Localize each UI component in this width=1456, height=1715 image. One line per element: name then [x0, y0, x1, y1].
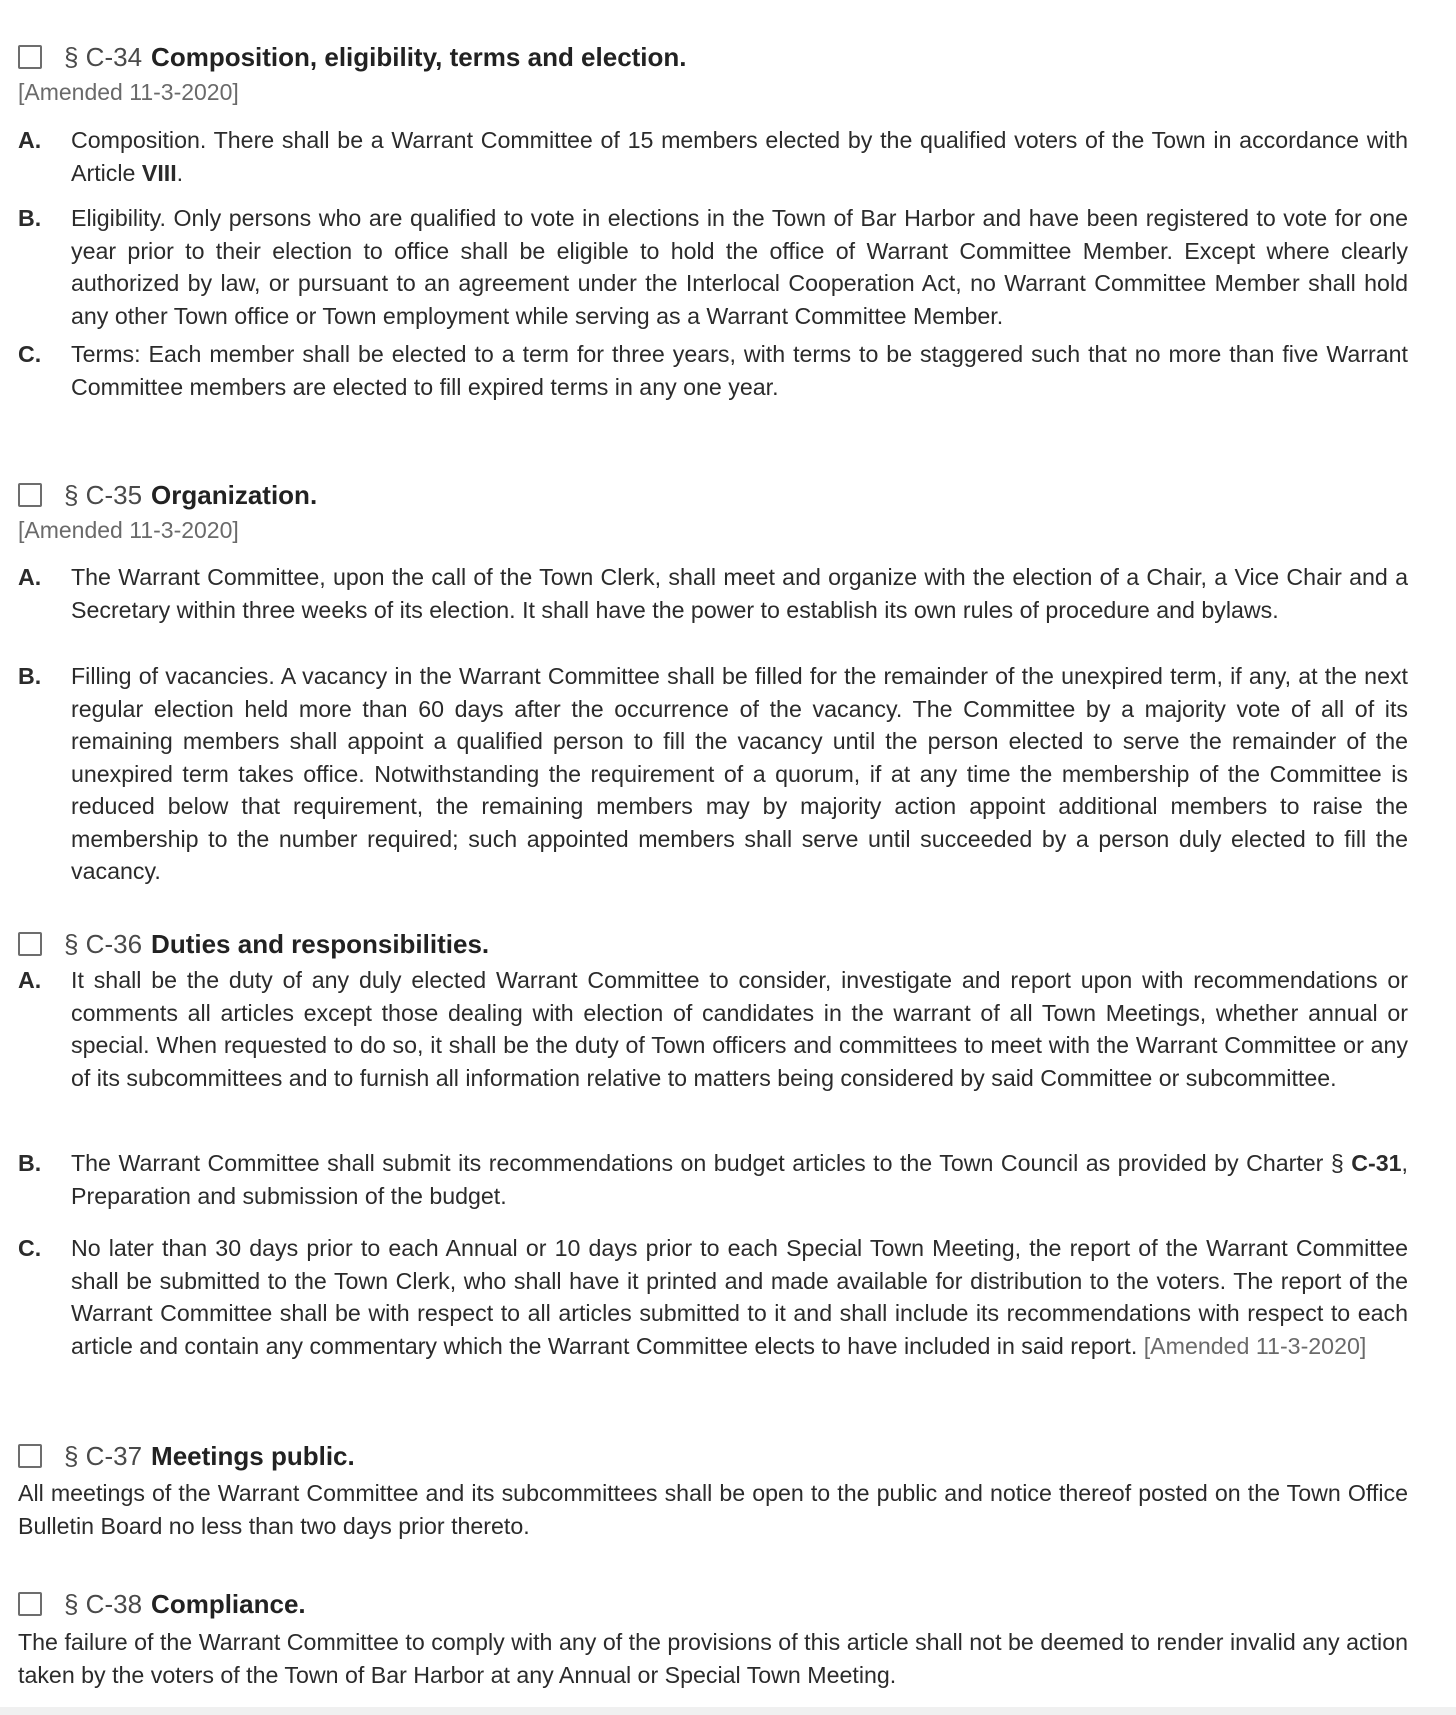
item-letter: B.	[18, 1150, 42, 1176]
section-heading	[18, 40, 1408, 74]
section-reference-link[interactable]: C-31	[1351, 1150, 1402, 1176]
item-text: It shall be the duty of any duly elected Warrant Committee to consider, investigate and report upon with recommendations or comments all articles except those dealing with election of candidates in the warrant of all Town Meetings, whether annual or special. When requested to do so, it shall be the duty of Town officers and committees to meet with the Warrant Committee or any of its subcommittees and to furnish all information relative to matters being considered by said Committee or subcommittee.	[71, 967, 1408, 1091]
section-number: § C-36	[64, 929, 143, 959]
section-c-34	[18, 40, 1408, 107]
item-text: Composition. There shall be a Warrant Committee of 15 members elected by the qualified voters of the Town in accordance with Article VIII.	[71, 127, 1408, 186]
item-letter: B.	[18, 205, 42, 231]
section-paragraph: The failure of the Warrant Committee to comply with any of the provisions of this article shall not be deemed to render invalid any action taken by the voters of the Town of Bar Harbor at any Annual or Special Town Meeting.	[18, 1629, 1408, 1688]
section-title: Compliance.	[151, 1589, 306, 1619]
section-heading	[18, 478, 1408, 512]
section-select-checkbox[interactable]	[18, 1444, 42, 1468]
item-text: Eligibility. Only persons who are qualified to vote in elections in the Town of Bar Harbor and have been registered to vote for one year prior to their election to office shall be eligible to hold the office of Warrant Committee Member. Except where clearly authorized by law, or pursuant to an agreement under the Interlocal Cooperation Act, no Warrant Committee Member shall hold any other Town office or Town employment while serving as a Warrant Committee Member.	[71, 205, 1408, 329]
section-select-checkbox[interactable]	[18, 483, 42, 507]
section-heading	[18, 927, 1408, 961]
section-select-checkbox[interactable]	[18, 932, 42, 956]
section-title: Duties and responsibilities.	[151, 929, 490, 959]
section-title: Organization.	[151, 480, 318, 510]
item-letter: B.	[18, 663, 42, 689]
section-select-checkbox[interactable]	[18, 45, 42, 69]
item-text: No later than 30 days prior to each Annual or 10 days prior to each Special Town Meeting, the report of the Warrant Committee shall be submitted to the Town Clerk, who shall have it printed and made available for distribution to the voters. The report of the Warrant Committee shall be with respect to all articles submitted to it and shall include its recommendations with respect to each article and contain any commentary which the Warrant Committee elects to have included in said report. [Amended 11-3-2020]	[71, 1235, 1408, 1359]
section-title: Composition, eligibility, terms and election.	[151, 42, 687, 72]
item-text: Terms: Each member shall be elected to a term for three years, with terms to be staggered such that no more than five Warrant Committee members are elected to fill expired terms in any one year.	[71, 341, 1408, 400]
section-heading	[18, 1439, 1408, 1473]
section-number: § C-37	[64, 1441, 143, 1471]
item-letter: A.	[18, 967, 42, 993]
section-heading	[18, 1587, 1408, 1621]
item-letter: C.	[18, 341, 42, 367]
list-item	[18, 561, 1408, 626]
section-number: § C-38	[64, 1589, 143, 1619]
section-c-38	[18, 1587, 1408, 1621]
list-item	[18, 1147, 1408, 1212]
section-title: Meetings public.	[151, 1441, 355, 1471]
section-c-36	[18, 927, 1408, 961]
section-c-37	[18, 1439, 1408, 1473]
section-number: § C-34	[64, 42, 143, 72]
section-select-checkbox[interactable]	[18, 1592, 42, 1616]
list-item	[18, 660, 1408, 888]
amendment-note: [Amended 11-3-2020]	[1143, 1332, 1367, 1359]
article-reference[interactable]: VIII	[141, 159, 177, 186]
list-item	[18, 964, 1408, 1094]
section-paragraph: All meetings of the Warrant Committee and its subcommittees shall be open to the public and notice thereof posted on the Town Office Bulletin Board no less than two days prior thereto.	[18, 1480, 1408, 1539]
item-text: Filling of vacancies. A vacancy in the Warrant Committee shall be filled for the remainder of the unexpired term, if any, at the next regular election held more than 60 days after the occurrence of the vacancy. The Committee by a majority vote of all of its remaining members shall appoint a qualified person to fill the vacancy until the person elected to serve the remainder of the unexpired term takes office. Notwithstanding the requirement of a quorum, if at any time the membership of the Committee is reduced below that requirement, the remaining members may by majority action appoint additional members to raise the membership to the number required; such appointed members shall serve until succeeded by a person duly elected to fill the vacancy.	[71, 663, 1408, 884]
list-item	[18, 1232, 1408, 1362]
item-text: The Warrant Committee shall submit its recommendations on budget articles to the Town Council as provided by Charter § C-31, Preparation and submission of the budget.	[71, 1150, 1408, 1209]
list-item	[18, 338, 1408, 403]
list-item	[18, 202, 1408, 332]
section-c-35	[18, 478, 1408, 545]
section-number: § C-35	[64, 480, 143, 510]
item-letter: A.	[18, 564, 42, 590]
list-item	[18, 124, 1408, 189]
item-text: The Warrant Committee, upon the call of the Town Clerk, shall meet and organize with the election of a Chair, a Vice Chair and a Secretary within three weeks of its election. It shall have the power to establish its own rules of procedure and bylaws.	[71, 564, 1408, 623]
amendment-note: [Amended 11-3-2020]	[18, 517, 239, 543]
item-letter: A.	[18, 127, 42, 153]
amendment-note: [Amended 11-3-2020]	[18, 79, 239, 105]
item-letter: C.	[18, 1235, 42, 1261]
page-bottom-divider	[0, 1707, 1456, 1715]
